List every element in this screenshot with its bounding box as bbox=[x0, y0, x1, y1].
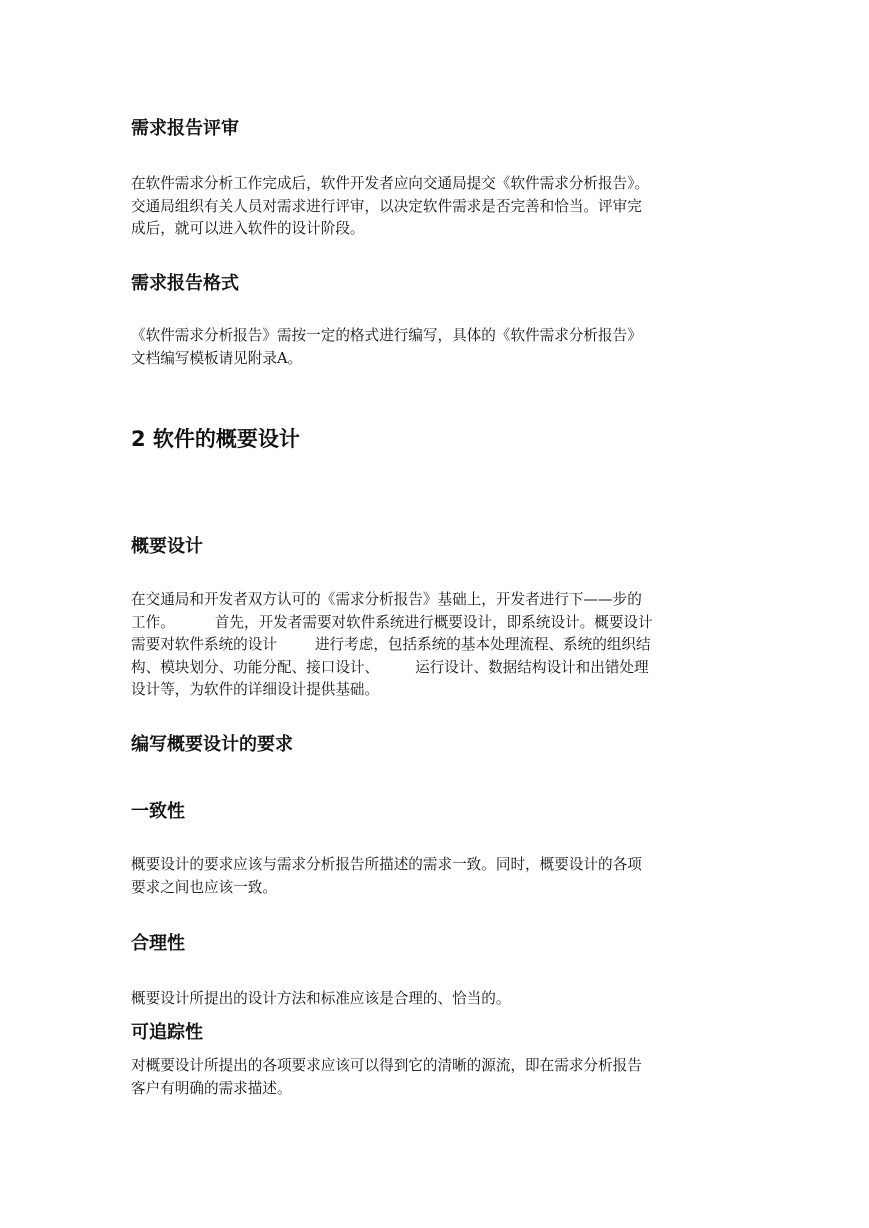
text-line bbox=[131, 612, 743, 635]
section-heading-overview: 概要设计 bbox=[131, 536, 203, 557]
text-line: 交通局组织有关人员对需求进行评审，以决定软件需求是否完善和恰当。评审完 bbox=[131, 197, 642, 215]
chapter-heading: 2 软件的概要设计 bbox=[131, 427, 300, 451]
section-heading-consistency: 一致性 bbox=[131, 801, 185, 822]
text-line bbox=[131, 589, 743, 612]
text-line: 在软件需求分析工作完成后，软件开发者应向交通局提交《软件需求分析报告》。 bbox=[131, 175, 650, 192]
text-line bbox=[131, 679, 743, 702]
text-line: 客户有明确的需求描述。 bbox=[131, 1079, 292, 1097]
text-segment: 首先，开发者需要对软件系统进行概要设计，即系统设计。概要设计 bbox=[214, 613, 653, 631]
text-segment: 需要对软件系统的设计 bbox=[131, 636, 277, 653]
text-line: 概要设计的要求应该与需求分析报告所描述的需求一致。同时，概要设计的各项 bbox=[131, 856, 642, 873]
paragraph-rationality bbox=[131, 988, 743, 1011]
text-line: 对概要设计所提出的各项要求应该可以得到它的清晰的源流，即在需求分析报告 bbox=[131, 1057, 642, 1074]
text-segment: 进行考虑，包括系统的基本处理流程、系统的组织结 bbox=[314, 636, 651, 653]
paragraph-consistency bbox=[131, 854, 743, 899]
text-line bbox=[131, 634, 743, 657]
text-line: 文档编写模板请见附录A。 bbox=[131, 349, 303, 367]
paragraph-overview bbox=[131, 589, 743, 702]
text-segment: 运行设计、数据结构设计和出错处理 bbox=[415, 658, 649, 676]
section-heading-rationality: 合理性 bbox=[131, 933, 185, 954]
text-line: 概要设计所提出的设计方法和标准应该是合理的、恰当的。 bbox=[131, 990, 511, 1007]
text-segment: 构、模块划分、功能分配、接口设计、 bbox=[131, 658, 380, 676]
section-heading-traceability: 可追踪性 bbox=[131, 1022, 203, 1043]
text-line: 成后，就可以进入软件的设计阶段。 bbox=[131, 220, 365, 237]
text-segment: 设计等，为软件的详细设计提供基础。 bbox=[131, 681, 380, 698]
paragraph-format bbox=[131, 325, 743, 370]
section-heading-format: 需求报告格式 bbox=[131, 273, 239, 294]
text-line: 要求之间也应该一致。 bbox=[131, 878, 277, 896]
section-heading-review: 需求报告评审 bbox=[131, 118, 239, 139]
paragraph-traceability bbox=[131, 1055, 743, 1100]
section-heading-requirements: 编写概要设计的要求 bbox=[131, 734, 293, 755]
text-line: 《软件需求分析报告》需按一定的格式进行编写，具体的《软件需求分析报告》 bbox=[131, 327, 642, 344]
text-line bbox=[131, 657, 743, 680]
paragraph-review bbox=[131, 173, 743, 241]
text-segment: 工作。 bbox=[131, 613, 175, 631]
text-segment: 在交通局和开发者双方认可的《需求分析报告》基础上，开发者进行下——步的 bbox=[131, 591, 642, 608]
